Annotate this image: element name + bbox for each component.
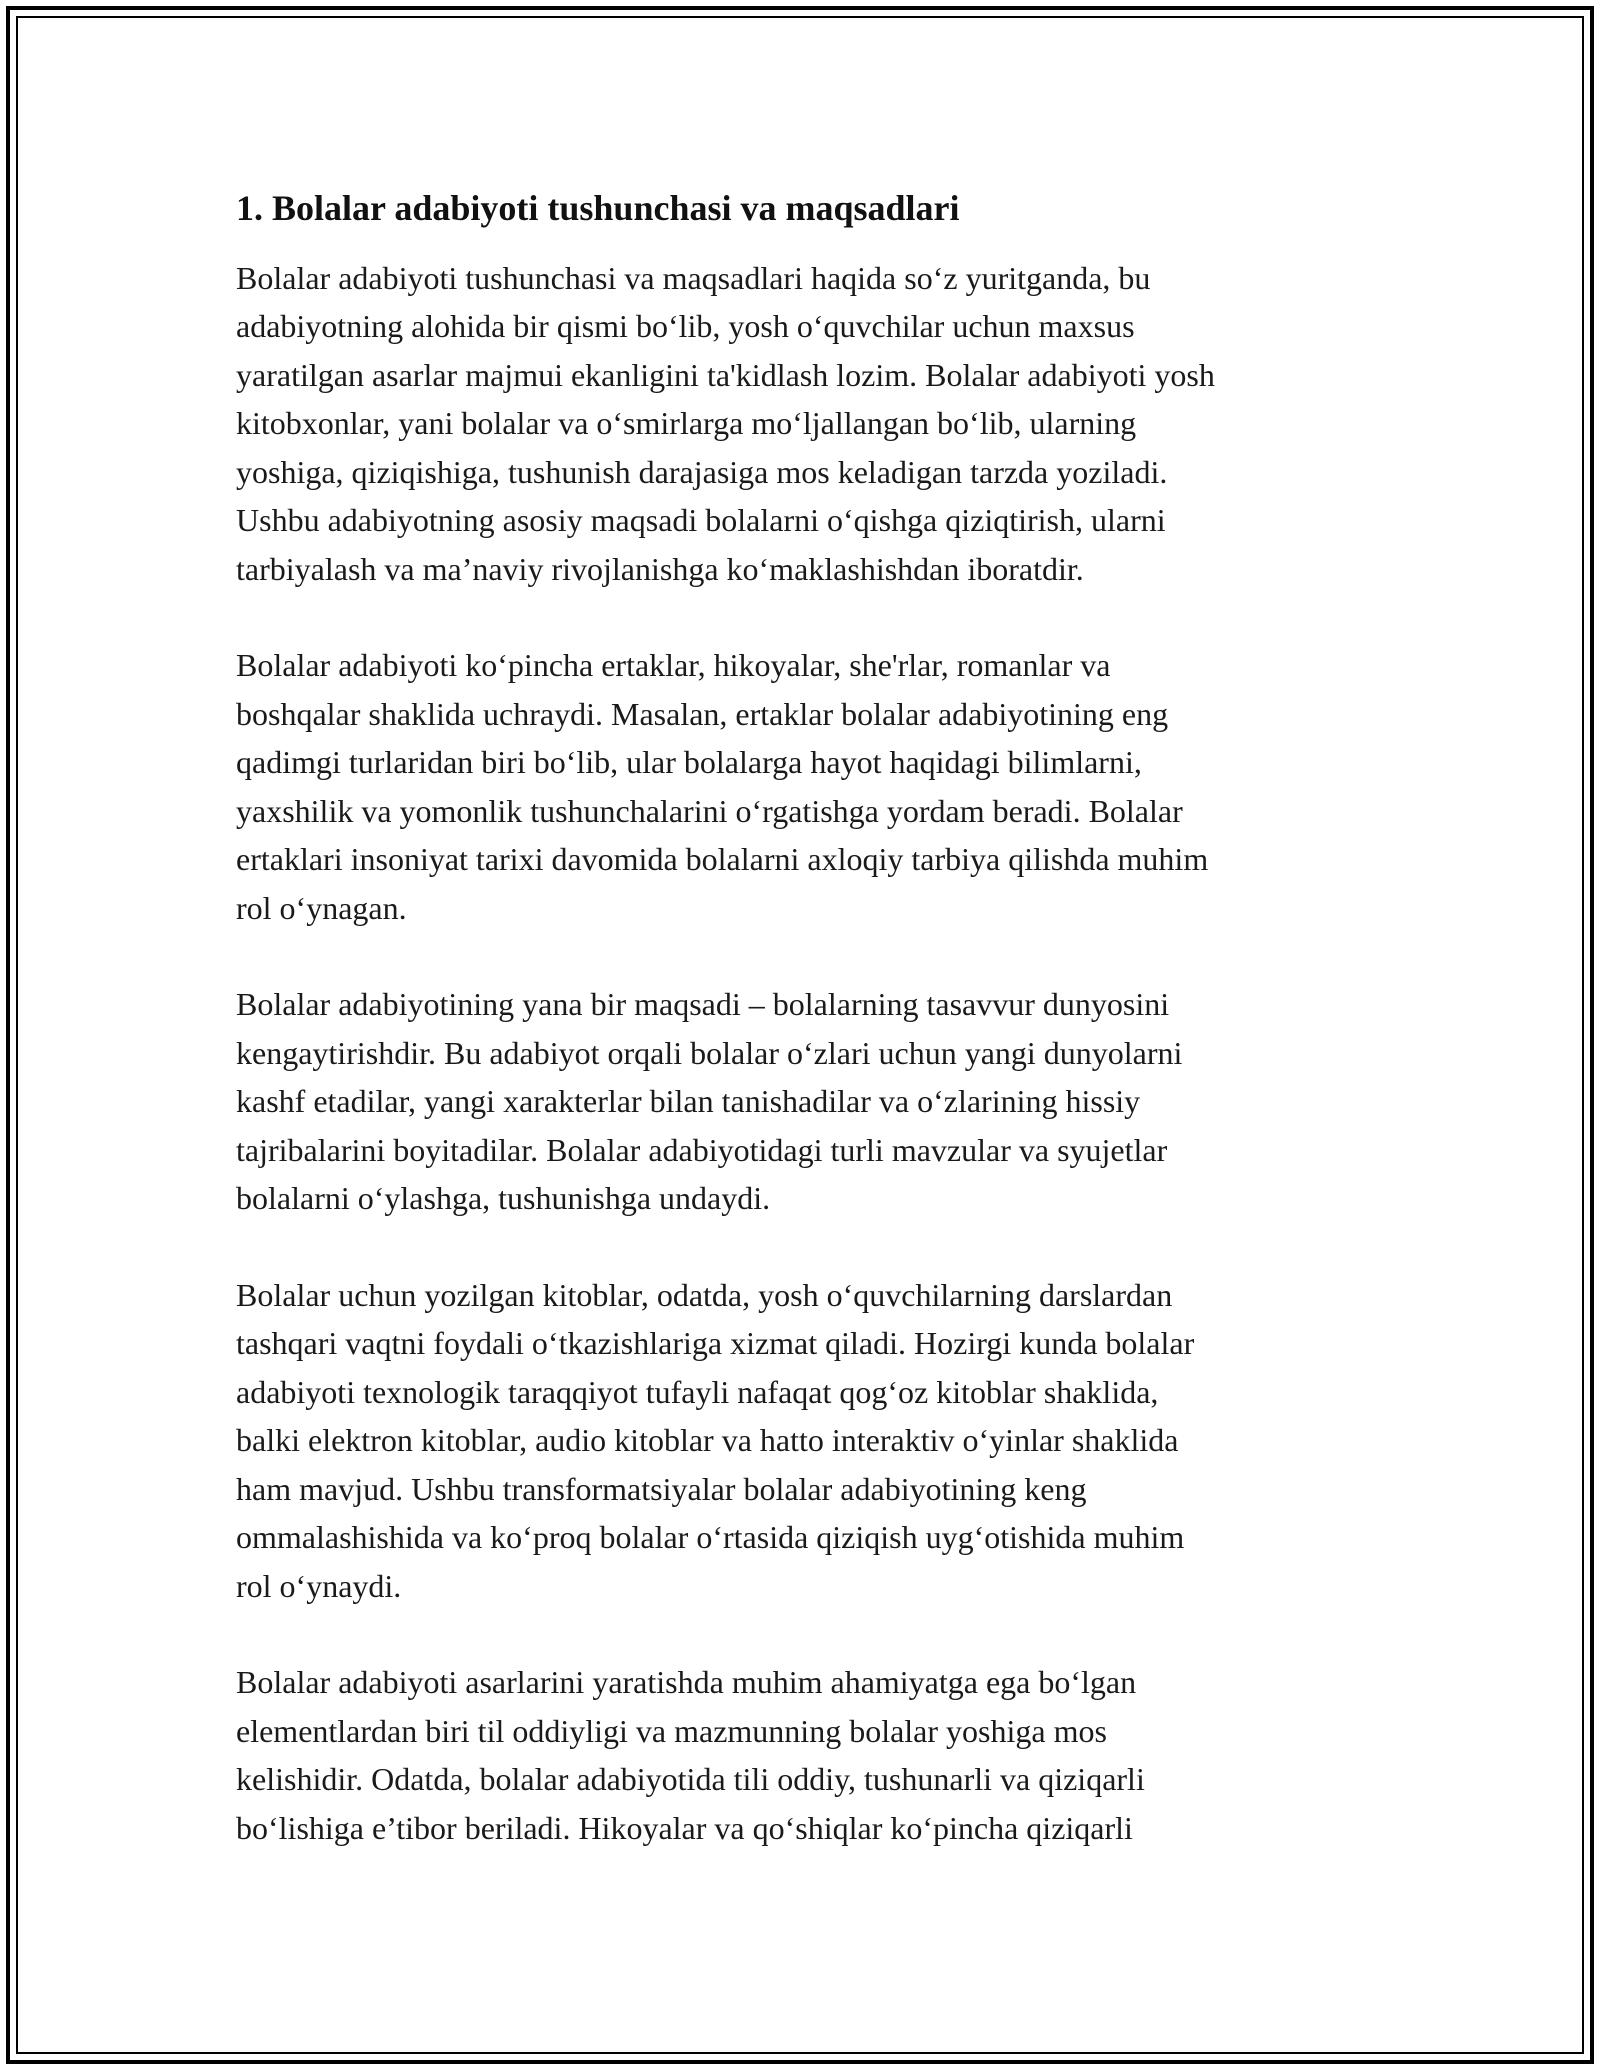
paragraph-line: kitobxonlar, yani bolalar va o‘smirlarga mo‘ljallangan bo‘lib, ularning: [236, 405, 1137, 442]
paragraph-line: Bolalar adabiyoti ko‘pincha ertaklar, hikoyalar, she'rlar, romanlar va: [236, 647, 1111, 684]
paragraph-line: tajribalarini boyitadilar. Bolalar adabiyotidagi turli mavzular va syujetlar: [236, 1131, 1168, 1168]
paragraph-line: elementlardan biri til oddiyligi va mazmunning bolalar yoshiga mos: [236, 1712, 1107, 1749]
paragraph-line: ertaklari insoniyat tarixi davomida bolalarni axloqiy tarbiya qilishda muhim: [236, 841, 1209, 878]
paragraph-line: Bolalar adabiyoti tushunchasi va maqsadlari haqida so‘z yuritganda, bu: [236, 259, 1151, 296]
paragraph-line: yaxshilik va yomonlik tushunchalarini o‘rgatishga yordam beradi. Bolalar: [236, 792, 1183, 829]
body-paragraph: [236, 1271, 1366, 1611]
paragraph-line: kelishidir. Odatda, bolalar adabiyotida tili oddiy, tushunarli va qiziqarli: [236, 1761, 1145, 1798]
paragraph-line: Bolalar adabiyoti asarlarini yaratishda muhim ahamiyatga ega bo‘lgan: [236, 1664, 1137, 1701]
paragraph-line: kengaytirishdir. Bu adabiyot orqali bolalar o‘zlari uchun yangi dunyolarni: [236, 1034, 1183, 1071]
paragraph-line: Bolalar adabiyotining yana bir maqsadi – bolalarning tasavvur dunyosini: [236, 986, 1170, 1023]
paragraph-line: ommalashishida va ko‘proq bolalar o‘rtasida qiziqish uyg‘otishida muhim: [236, 1519, 1185, 1556]
paragraph-line: tarbiyalash va ma’naviy rivojlanishga ko‘maklashishdan iboratdir.: [236, 550, 1084, 587]
body-paragraph: [236, 980, 1366, 1223]
paragraph-line: adabiyoti texnologik taraqqiyot tufayli nafaqat qog‘oz kitoblar shaklida,: [236, 1373, 1159, 1410]
paragraph-line: bo‘lishiga e’tibor beriladi. Hikoyalar va qo‘shiqlar ko‘pincha qiziqarli: [236, 1809, 1133, 1846]
paragraph-line: Bolalar uchun yozilgan kitoblar, odatda, yosh o‘quvchilarning darslardan: [236, 1276, 1173, 1313]
paragraph-line: qadimgi turlaridan biri bo‘lib, ular bolalarga hayot haqidagi bilimlarni,: [236, 744, 1142, 781]
paragraph-line: adabiyotning alohida bir qismi bo‘lib, yosh o‘quvchilar uchun maxsus: [236, 308, 1135, 345]
paragraph-line: kashf etadilar, yangi xarakterlar bilan tanishadilar va o‘zlarining hissiy: [236, 1083, 1141, 1120]
section-heading: 1. Bolalar adabiyoti tushunchasi va maqsadlari: [236, 188, 960, 228]
paragraph-line: rol o‘ynaydi.: [236, 1567, 402, 1604]
paragraph-line: rol o‘ynagan.: [236, 889, 407, 926]
body-paragraph: [236, 1658, 1366, 1852]
paragraph-line: yoshiga, qiziqishiga, tushunish darajasiga mos keladigan tarzda yoziladi.: [236, 453, 1168, 490]
paragraph-line: balki elektron kitoblar, audio kitoblar va hatto interaktiv o‘yinlar shaklida: [236, 1422, 1179, 1459]
paragraph-line: ham mavjud. Ushbu transformatsiyalar bolalar adabiyotining keng: [236, 1470, 1087, 1507]
paragraph-line: yaratilgan asarlar majmui ekanligini ta'kidlash lozim. Bolalar adabiyoti yosh: [236, 356, 1215, 393]
document-body: [236, 185, 1366, 1900]
paragraph-line: tashqari vaqtni foydali o‘tkazishlariga xizmat qiladi. Hozirgi kunda bolalar: [236, 1325, 1195, 1362]
body-paragraph: [236, 641, 1366, 932]
paragraph-line: boshqalar shaklida uchraydi. Masalan, ertaklar bolalar adabiyotining eng: [236, 695, 1169, 732]
paragraph-line: bolalarni o‘ylashga, tushunishga undaydi.: [236, 1180, 771, 1217]
body-paragraph: [236, 254, 1366, 594]
paragraph-line: Ushbu adabiyotning asosiy maqsadi bolalarni o‘qishga qiziqtirish, ularni: [236, 502, 1166, 539]
paragraph-list: [236, 254, 1366, 1853]
